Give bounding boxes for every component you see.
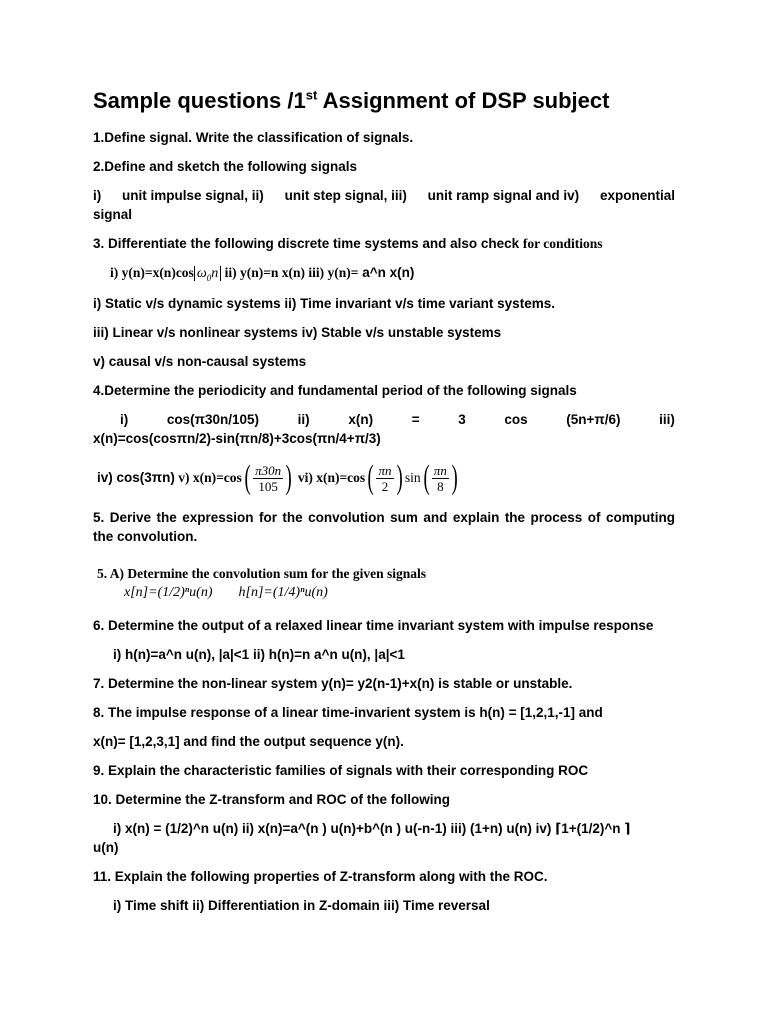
question-4-row: i) cos(π30n/105) ii) x(n) = 3 cos (5n+π/6) iii): [120, 412, 675, 427]
question-3-v: v) causal v/s non-causal systems: [93, 354, 307, 369]
question-3-i: i) Static v/s dynamic systems ii) Time invariant v/s time variant systems.: [93, 296, 555, 311]
question-7: 7. Determine the non-linear system y(n)= y2(n-1)+x(n) is stable or unstable.: [93, 676, 573, 691]
question-11-i: i) Time shift ii) Differentiation in Z-domain iii) Time reversal: [113, 898, 490, 913]
question-10-tail: u(n): [93, 840, 119, 855]
question-2: 2.Define and sketch the following signals: [93, 159, 358, 174]
question-11: 11. Explain the following properties of Z-transform along with the ROC.: [93, 869, 548, 884]
question-2-tail: signal: [93, 207, 133, 222]
question-3: 3. Differentiate the following discrete time systems and also check for conditions: [93, 236, 603, 251]
question-4-row-3: iv) cos(3πn) v) x(n)=cos( $\frac{\pi 30n}{105}$ ) vi) x(n)=cos( $\frac{\pi n}{2}$ ) sin( $\frac{\pi n}{8}$ ): [97, 459, 458, 497]
question-4-row-2: x(n)=cos(cosπn/2)-sin(πn/8)+3cos(πn/4+π/3): [93, 431, 381, 446]
question-4: 4.Determine the periodicity and fundamental period of the following signals: [93, 383, 577, 398]
question-8: 8. The impulse response of a linear time-invarient system is h(n) = [1,2,1,-1] and: [93, 705, 603, 720]
question-2-items: i) unit impulse signal, ii) unit step signal, iii) unit ramp signal and iv) exponential: [93, 188, 675, 203]
page-title: Sample questions /1st Assignment of DSP subject: [93, 87, 610, 113]
question-10: 10. Determine the Z-transform and ROC of the following: [93, 792, 451, 807]
question-6: 6. Determine the output of a relaxed linear time invariant system with impulse response: [93, 618, 654, 633]
question-3-iii: iii) Linear v/s nonlinear systems iv) Stable v/s unstable systems: [93, 325, 502, 340]
question-3-formula: i) y(n)=x(n)cos $\omega_0n$ ii) y(n)=n x(n) iii) y(n)= a^n x(n): [110, 265, 415, 283]
question-5a: 5. A) Determine the convolution sum for the given signals: [97, 566, 426, 581]
question-9: 9. Explain the characteristic families of signals with their corresponding ROC: [93, 763, 589, 778]
question-1: 1.Define signal. Write the classification of signals.: [93, 130, 414, 145]
question-10-i: i) x(n) = (1/2)^n u(n) ii) x(n)=a^(n ) u(n)+b^(n ) u(-n-1) iii) (1+n) u(n) iv) ⌈1+(1/2)^n ⌉: [113, 821, 631, 836]
question-5a-signals: x[n]=(1/2)ⁿu(n) h[n]=(1/4)ⁿu(n): [124, 585, 328, 600]
question-5: 5. Derive the expression for the convolution sum and explain the process of computing the convolution.: [93, 510, 675, 544]
question-8-b: x(n)= [1,2,3,1] and find the output sequence y(n).: [93, 734, 404, 749]
question-6-i: i) h(n)=a^n u(n), |a|<1 ii) h(n)=n a^n u(n), |a|<1: [113, 647, 405, 662]
